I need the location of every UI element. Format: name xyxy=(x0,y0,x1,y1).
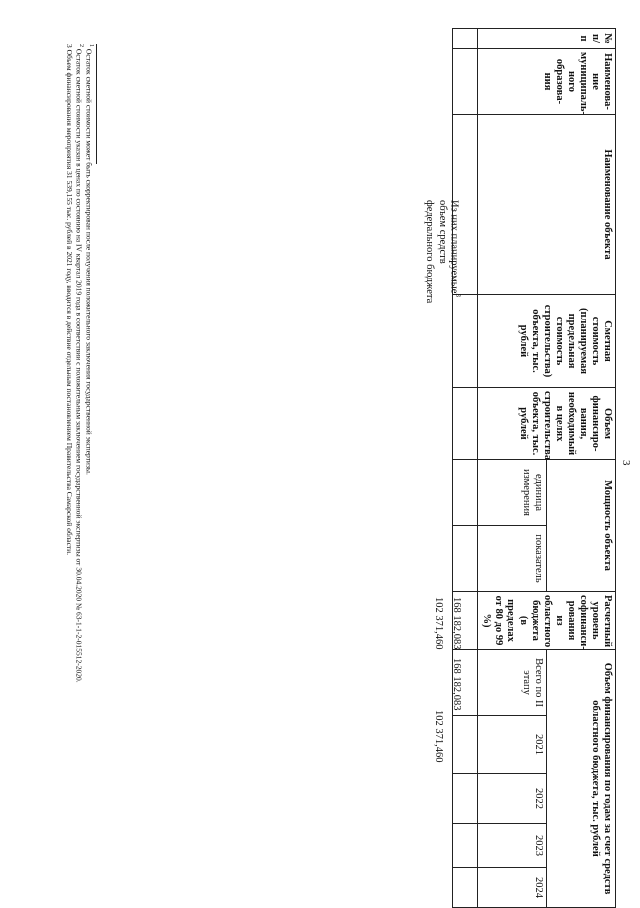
empty-body-row xyxy=(453,29,478,908)
financing-table xyxy=(452,28,616,908)
footnote-2: $^2$ Остаток сметной стоимости указан в ценах по состоянию на IV квартал 2019 года в соответствии с положительным заключением государственной экспертизы от 30.04.2020 № 63-1-1-2-015512-2020. xyxy=(74,44,84,683)
header-cofinancing-level: Расчетный уровень софинанси-рования из областного бюджета (в пределах от 80 до 99 %) xyxy=(478,592,616,650)
header-total-stage: Всего по II этапу xyxy=(478,650,547,716)
year-2021-value: 168 182,083 xyxy=(451,658,462,711)
header-financing-by-years: Объем финансирования по годам за счет средств областного бюджета, тыс. рублей xyxy=(547,650,616,908)
header-funding-volume: Объем финансиро-вания, необходимый в целях строительства объекта, тыс. рублей xyxy=(478,388,616,460)
header-capacity: Мощность объекта xyxy=(547,460,616,592)
year-2022-value: 102 371,460 xyxy=(433,710,444,763)
header-municipality: Наименова-ние муниципаль-ного образова-ния xyxy=(478,49,616,115)
header-capacity-indicator: показатель xyxy=(478,526,547,592)
header-year-2022: 2022 xyxy=(478,774,547,824)
footnote-divider xyxy=(96,44,97,164)
federal-label-2: федерального бюджета xyxy=(424,200,435,304)
total-value-1: 168 182,083 xyxy=(451,597,462,650)
footnote-1: $^1$ Остаток сметной стоимости может быть скорректирован после получения положительного заключения государственной экспертизы. xyxy=(84,44,94,475)
header-estimated-cost: Сметная стоимость (планируемая предельная стоимость строительства) объекта, тыс. рублей xyxy=(478,295,616,388)
header-year-2021: 2021 xyxy=(478,716,547,774)
header-year-2023: 2023 xyxy=(478,824,547,868)
header-capacity-unit: единица измерения xyxy=(478,460,547,526)
federal-label-1: объем средств xyxy=(437,200,448,264)
header-row xyxy=(547,29,616,908)
page-number: 3 xyxy=(620,460,632,466)
header-object-name: Наименование объекта xyxy=(478,115,616,295)
footnote-3: 3 Объем финансирования мероприятия 31 539,155 тыс. рублей в 2021 году, вводится в действие отдельным постановлением Правительства Самарской области. xyxy=(65,44,74,556)
header-no: № п/п xyxy=(478,29,616,49)
header-year-2024: 2024 xyxy=(478,868,547,908)
planned-label: Из них планируемые$^3$ xyxy=(448,200,462,297)
total-value-2: 102 371,460 xyxy=(433,597,444,650)
